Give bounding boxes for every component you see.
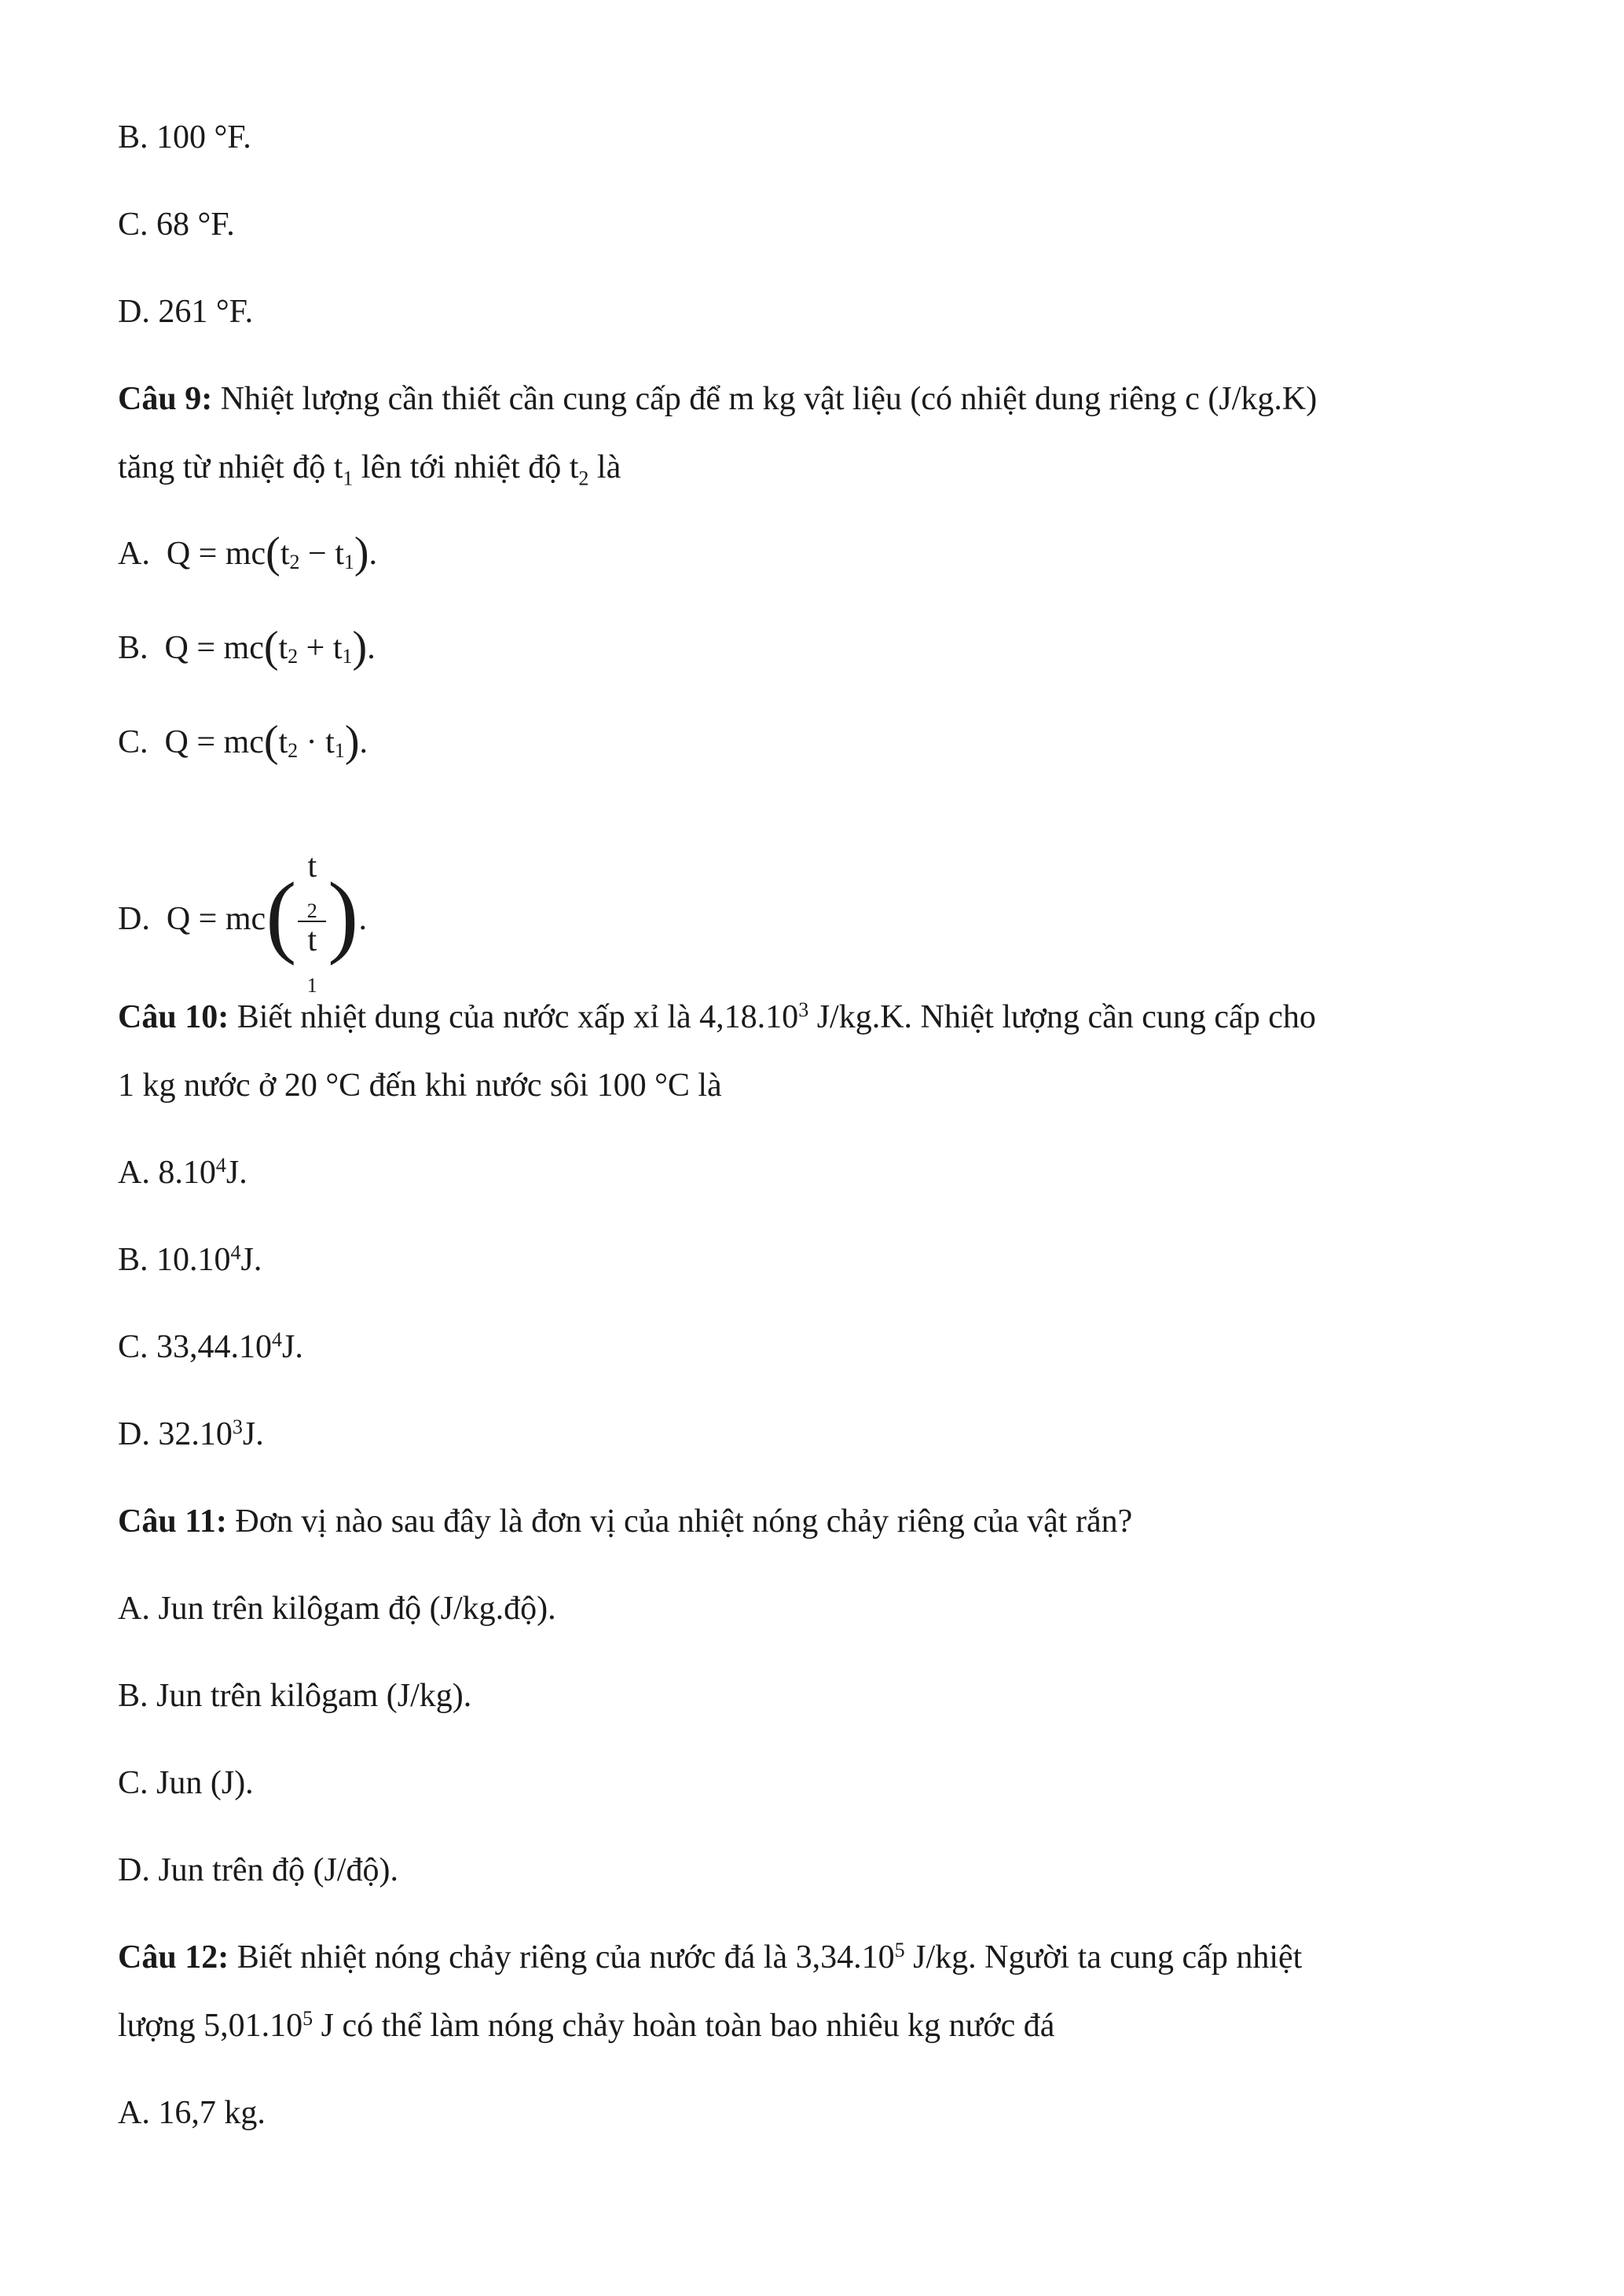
q9-option-b: B. $Q = mc(t_2 + t_1)$. [118, 623, 376, 672]
q9-sub1: 1 [343, 467, 354, 490]
q10-option-a-unit: J. [225, 1155, 247, 1191]
q9-stem-line1 [118, 379, 1317, 419]
q12-text-line1a: Biết nhiệt nóng chảy riêng của nước đá là 3,34.10 [229, 1939, 895, 1976]
q10-text-line1a: Biết nhiệt dung của nước xấp xỉ là 4,18.10 [229, 999, 799, 1035]
q9-option-d-period: . [358, 901, 367, 938]
q10-option-d-unit: J. [242, 1416, 264, 1452]
q10-label: Câu 10: [118, 999, 229, 1035]
q11-option-d: D. Jun trên độ (J/độ). [118, 1852, 398, 1888]
q9-option-c-sub2: 2 [288, 739, 299, 762]
q11-text: Đơn vị nào sau đây là đơn vị của nhiệt nóng chảy riêng của vật rắn? [226, 1503, 1133, 1540]
q11-label: Câu 11: [118, 1503, 227, 1540]
q10-option-c [118, 1327, 303, 1367]
q10-option-c-base: C. 33,44.10 [118, 1329, 273, 1365]
q9-label: Câu 9: [118, 381, 213, 417]
q12-sup2: 5 [302, 2007, 313, 2030]
q9-text-line2a: tăng từ nhiệt độ t [118, 449, 343, 485]
q10-stem-line1 [118, 998, 1316, 1037]
q9-option-c-op: · [298, 724, 326, 760]
q9-option-b-sub2: 2 [288, 645, 299, 668]
q9-option-c-t1: t [325, 724, 335, 760]
q9-option-c-lhs: Q = mc [164, 724, 264, 760]
q9-option-d: D. Q = mc( t $_2$ t $_1$ ). [118, 848, 367, 997]
q10-option-a-base: A. 8.10 [118, 1155, 216, 1191]
q9-option-a: A. $Q = mc(t_2 - t_1)$. [118, 529, 378, 577]
q9-option-a-period: . [368, 536, 378, 572]
q9-text-line1: Nhiệt lượng cần thiết cần cung cấp để m kg vật liệu (có nhiệt dung riêng c (J/kg.K) [212, 381, 1318, 417]
q9-text-line2c: là [588, 449, 621, 485]
q10-sup: 3 [798, 998, 809, 1021]
q9-option-b-op: + [298, 630, 333, 666]
q9-option-d-t2: t [307, 848, 317, 884]
q12-stem-line2 [118, 2006, 1054, 2045]
q12-stem-line1 [118, 1938, 1302, 1977]
q9-option-a-op: − [299, 536, 335, 572]
q12-text-line2b: J có thể làm nóng chảy hoàn toàn bao nhiêu kg nước đá [313, 2008, 1055, 2044]
q8-option-b: B. 100 °F. [118, 119, 251, 156]
q9-option-a-t2: t [280, 536, 290, 572]
q10-option-d [118, 1415, 264, 1454]
q8-option-d: D. 261 °F. [118, 294, 254, 330]
q11-option-b: B. Jun trên kilôgam (J/kg). [118, 1678, 472, 1714]
q10-option-d-base: D. 32.10 [118, 1416, 233, 1452]
q9-option-b-t1: t [332, 630, 343, 666]
q12-option-a: A. 16,7 kg. [118, 2095, 266, 2131]
q10-stem-line2: 1 kg nước ở 20 °C đến khi nước sôi 100 °C là [118, 1067, 722, 1104]
q10-text-line1b: J/kg.K. Nhiệt lượng cần cung cấp cho [808, 999, 1316, 1035]
q9-option-d-lhs: Q = mc [166, 901, 266, 938]
q9-option-d-denominator [298, 922, 326, 997]
q12-label: Câu 12: [118, 1939, 229, 1976]
q9-option-c-t2: t [278, 724, 288, 760]
q9-option-d-prefix: D. [118, 901, 150, 938]
q10-option-d-sup: 3 [232, 1415, 243, 1438]
q9-option-a-lhs: Q = mc [166, 536, 266, 572]
q9-option-b-sub1: 1 [342, 645, 353, 668]
q10-option-a-sup: 4 [215, 1154, 226, 1177]
q9-text-line2b: lên tới nhiệt độ t [353, 449, 579, 485]
q9-option-d-sub1: 1 [306, 973, 317, 997]
q12-text-line2a: lượng 5,01.10 [118, 2008, 303, 2044]
q8-option-c: C. 68 °F. [118, 207, 235, 243]
q11-option-c: C. Jun (J). [118, 1765, 254, 1801]
q10-option-b [118, 1240, 262, 1280]
q9-option-b-period: . [367, 630, 376, 666]
q12-text-line1b: J/kg. Người ta cung cấp nhiệt [904, 1939, 1303, 1976]
q9-option-a-sub2: 2 [289, 551, 300, 573]
q10-option-b-unit: J. [240, 1242, 262, 1278]
q9-option-b-prefix: B. [118, 630, 148, 666]
q9-option-b-lhs: Q = mc [164, 630, 264, 666]
q9-option-d-t1: t [307, 922, 317, 959]
q9-option-d-fraction [298, 848, 326, 995]
q9-option-d-numerator [298, 848, 326, 922]
q10-option-a [118, 1153, 247, 1192]
q10-option-b-sup: 4 [230, 1241, 241, 1264]
q9-stem-line2 [118, 448, 621, 491]
q9-option-a-sub1: 1 [343, 551, 354, 573]
q9-option-c-sub1: 1 [334, 739, 345, 762]
q11-stem [118, 1502, 1132, 1541]
q9-sub2: 2 [578, 467, 589, 490]
q12-sup1: 5 [894, 1939, 905, 1961]
q9-option-b-t2: t [278, 630, 288, 666]
q10-option-c-sup: 4 [272, 1328, 283, 1351]
q11-option-a: A. Jun trên kilôgam độ (J/kg.độ). [118, 1591, 556, 1627]
q9-option-d-sub2: 2 [306, 899, 317, 923]
q9-option-c-period: . [359, 724, 368, 760]
q9-option-c-prefix: C. [118, 724, 148, 760]
q9-option-a-t1: t [335, 536, 344, 572]
q10-option-b-base: B. 10.10 [118, 1242, 231, 1278]
q9-option-c: C. $Q = mc(t_2 \cdot t_1)$. [118, 717, 368, 766]
q10-option-c-unit: J. [282, 1329, 303, 1365]
q9-option-a-prefix: A. [118, 536, 150, 572]
